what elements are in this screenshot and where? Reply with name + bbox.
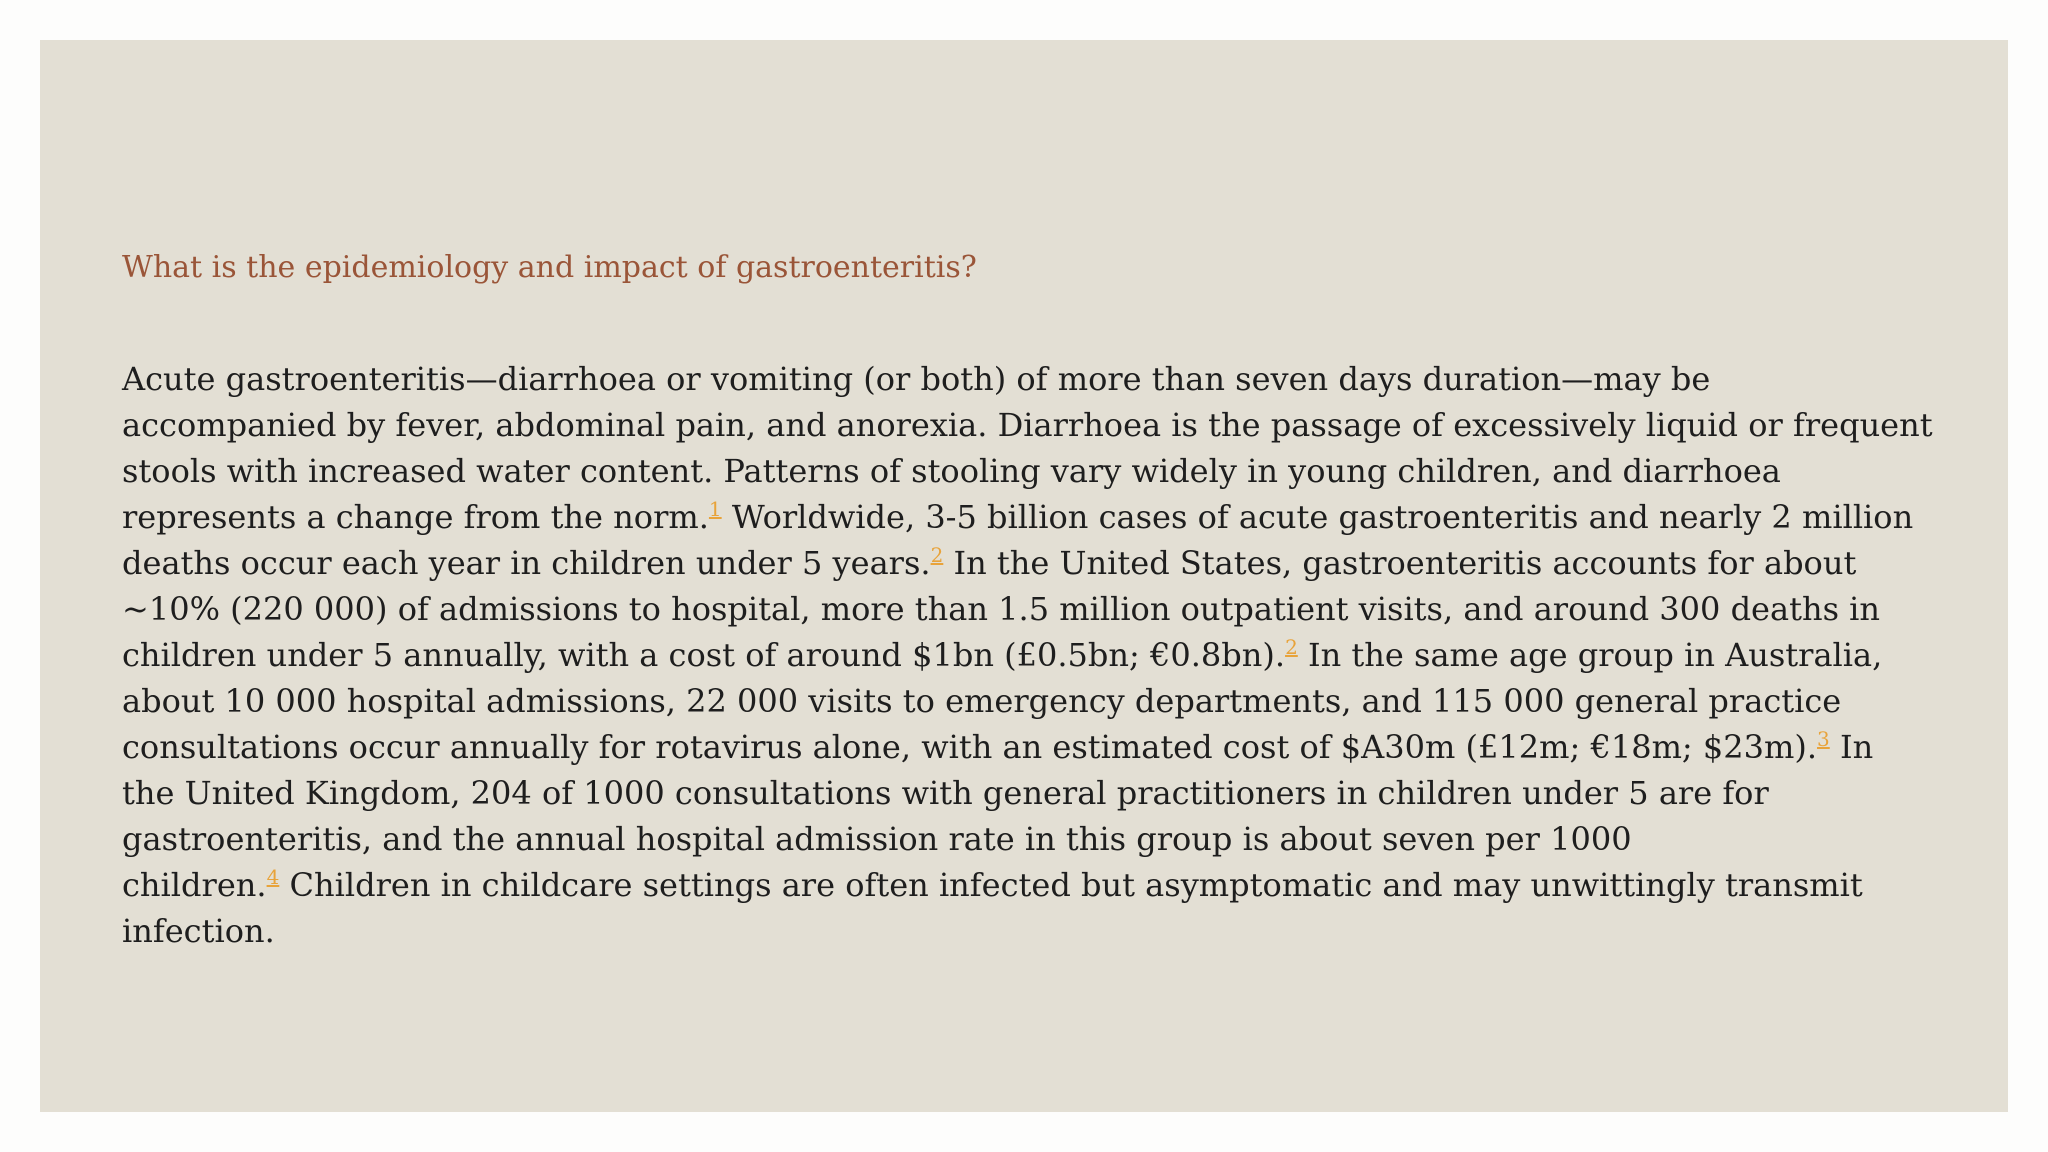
- text-run: In: [1829, 728, 1874, 766]
- text-run: infection.: [122, 912, 275, 950]
- reference-link-4[interactable]: 4: [266, 865, 280, 889]
- text-line: [122, 494, 1942, 540]
- text-run: deaths occur each year in children under 5 years.: [122, 544, 931, 582]
- text-line: [122, 632, 1942, 678]
- text-run: Acute gastroenteritis—diarrhoea or vomiting (or both) of more than seven days duration—may be: [122, 360, 1711, 398]
- text-run: gastroenteritis, and the annual hospital admission rate in this group is about seven per 1000: [122, 820, 1632, 858]
- text-line: [122, 678, 1942, 724]
- text-line: [122, 908, 1942, 954]
- text-run: accompanied by fever, abdominal pain, and anorexia. Diarrhoea is the passage of excessively liquid or frequent: [122, 406, 1933, 444]
- slide-heading: What is the epidemiology and impact of gastroenteritis?: [122, 250, 977, 285]
- text-line: [122, 586, 1942, 632]
- text-run: In the United States, gastroenteritis accounts for about: [943, 544, 1857, 582]
- reference-link-2b[interactable]: 2: [1285, 635, 1298, 659]
- reference-link-2[interactable]: 2: [930, 543, 944, 567]
- text-line: [122, 540, 1942, 586]
- text-run: Children in childcare settings are often infected but asymptomatic and may unwittingly transmit: [279, 866, 1863, 904]
- text-run: In the same age group in Australia,: [1297, 636, 1883, 674]
- text-line: [122, 862, 1942, 908]
- text-run: stools with increased water content. Patterns of stooling vary widely in young children, and diarrhoea: [122, 452, 1781, 490]
- text-run: ~10% (220 000) of admissions to hospital, more than 1.5 million outpatient visits, and around 300 deaths in: [122, 590, 1881, 628]
- text-line: [122, 448, 1942, 494]
- text-run: children under 5 annually, with a cost of around $1bn (£0.5bn; €0.8bn).: [122, 636, 1286, 674]
- text-line: [122, 356, 1942, 402]
- text-run: consultations occur annually for rotavirus alone, with an estimated cost of $A30m (£12m; €18m; $23m).: [122, 728, 1818, 766]
- text-run: about 10 000 hospital admissions, 22 000 visits to emergency departments, and 115 000 general practice: [122, 682, 1842, 720]
- text-run: the United Kingdom, 204 of 1000 consultations with general practitioners in children under 5 are for: [122, 774, 1769, 812]
- text-line: [122, 402, 1942, 448]
- reference-link-1[interactable]: 1: [708, 497, 722, 521]
- text-run: children.: [122, 866, 267, 904]
- text-run: Worldwide, 3-5 billion cases of acute gastroenteritis and nearly 2 million: [721, 498, 1914, 536]
- text-line: [122, 724, 1942, 770]
- reference-link-3[interactable]: 3: [1817, 727, 1830, 751]
- body-paragraph: [122, 356, 1942, 954]
- text-line: [122, 770, 1942, 816]
- text-line: [122, 816, 1942, 862]
- slide-panel: [40, 40, 2008, 1112]
- text-run: represents a change from the norm.: [122, 498, 709, 536]
